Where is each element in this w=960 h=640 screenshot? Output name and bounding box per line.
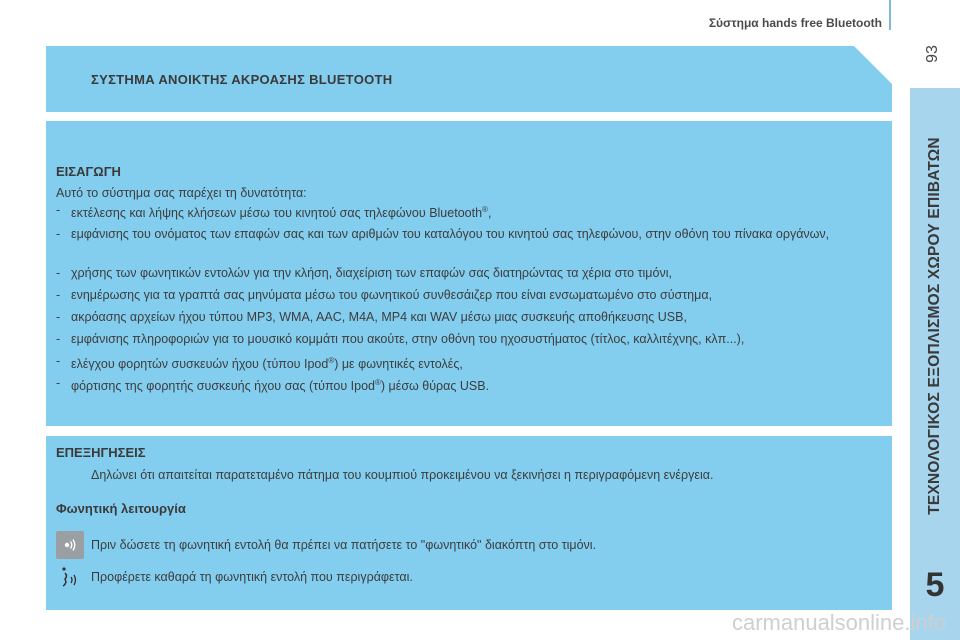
voice-button-note: Πριν δώσετε τη φωνητική εντολή θα πρέπει να πατήσετε το "φωνητικό" διακόπτη στο τιμόνι.: [91, 538, 597, 552]
bullet-dash: -: [56, 203, 61, 217]
bullet-text: χρήσης των φωνητικών εντολών για την κλήση, διαχείριση των επαφών σας διατηρώντας τα χέρια στο τιμόνι,: [71, 266, 672, 280]
chapter-title: ΤΕΧΝΟΛΟΓΙΚΟΣ ΕΞΟΠΛΙΣΜΟΣ ΧΩΡΟΥ ΕΠΙΒΑΤΩΝ: [926, 137, 944, 515]
explanations-heading: ΕΠΕΞΗΓΗΣΕΙΣ: [56, 445, 146, 460]
speak-note: Προφέρετε καθαρά τη φωνητική εντολή που περιγράφεται.: [91, 570, 413, 584]
bullet-text: φόρτισης της φορητής συσκευής ήχου σας (τύπου Ipod®) μέσω θύρας USB.: [71, 378, 490, 394]
chapter-number: 5: [925, 566, 945, 604]
page-number: 93: [924, 45, 941, 63]
chapter-title-container: [910, 88, 960, 564]
bullet-text: εκτέλεσης και λήψης κλήσεων μέσω του κινητού σας τηλεφώνου Bluetooth®,: [71, 205, 492, 221]
registered-mark: ®: [328, 356, 335, 365]
long-press-note: Δηλώνει ότι απαιτείται παρατεταμένο πάτημα του κουμπιού προκειμένου να ξεκινήσει η περιγραφόμενη ενέργεια.: [91, 468, 714, 482]
intro-heading: ΕΙΣΑΓΩΓΗ: [56, 164, 121, 179]
bullet-text: ελέγχου φορητών συσκευών ήχου (τύπου Ipod®) με φωνητικές εντολές,: [71, 356, 463, 372]
running-title: Σύστημα hands free Bluetooth: [708, 16, 882, 30]
bullet-dash: -: [56, 354, 61, 368]
registered-mark: ®: [375, 378, 381, 387]
bullet-text: ενημέρωσης για τα γραπτά σας μηνύματα μέσω του φωνητικού συνθεσάιζερ που είναι ενσωματωμένο στο σύστημα,: [71, 288, 713, 302]
speaking-person-icon: [56, 564, 84, 592]
bullet-text: εμφάνισης πληροφοριών για το μουσικό κομμάτι που ακούτε, στην οθόνη του ηχοσυστήματος (τίτλος, καλλιτέχνης, κλπ...),: [71, 332, 745, 346]
main-title: ΣΥΣΤΗΜΑ ΑΝΟΙΚΤΗΣ ΑΚΡΟΑΣΗΣ BLUETOOTH: [91, 72, 393, 87]
bullet-dash: -: [56, 310, 61, 324]
bullet-dash: -: [56, 332, 61, 346]
bullet-dash: -: [56, 376, 61, 390]
voice-control-button-icon: [56, 531, 84, 559]
bullet-text: ακρόασης αρχείων ήχου τύπου MP3, WMA, AAC, M4A, MP4 και WAV μέσω μιας συσκευής αποθήκευσης USB,: [71, 310, 687, 324]
header-divider: [889, 0, 891, 30]
registered-mark: ®: [482, 205, 488, 214]
bullet-dash: -: [56, 266, 61, 280]
intro-lead: Αυτό το σύστημα σας παρέχει τη δυνατότητα:: [56, 186, 307, 200]
bullet-text: εμφάνισης του ονόματος των επαφών σας και των αριθμών του καταλόγου του κινητού σας τηλεφώνου, στην οθόνη του πίνακα οργάνων,: [71, 227, 830, 241]
bullet-dash: -: [56, 227, 61, 241]
watermark: carmanualsonline.info: [731, 610, 946, 635]
bullet-dash: -: [56, 288, 61, 302]
voice-function-heading: Φωνητική λειτουργία: [56, 501, 186, 516]
